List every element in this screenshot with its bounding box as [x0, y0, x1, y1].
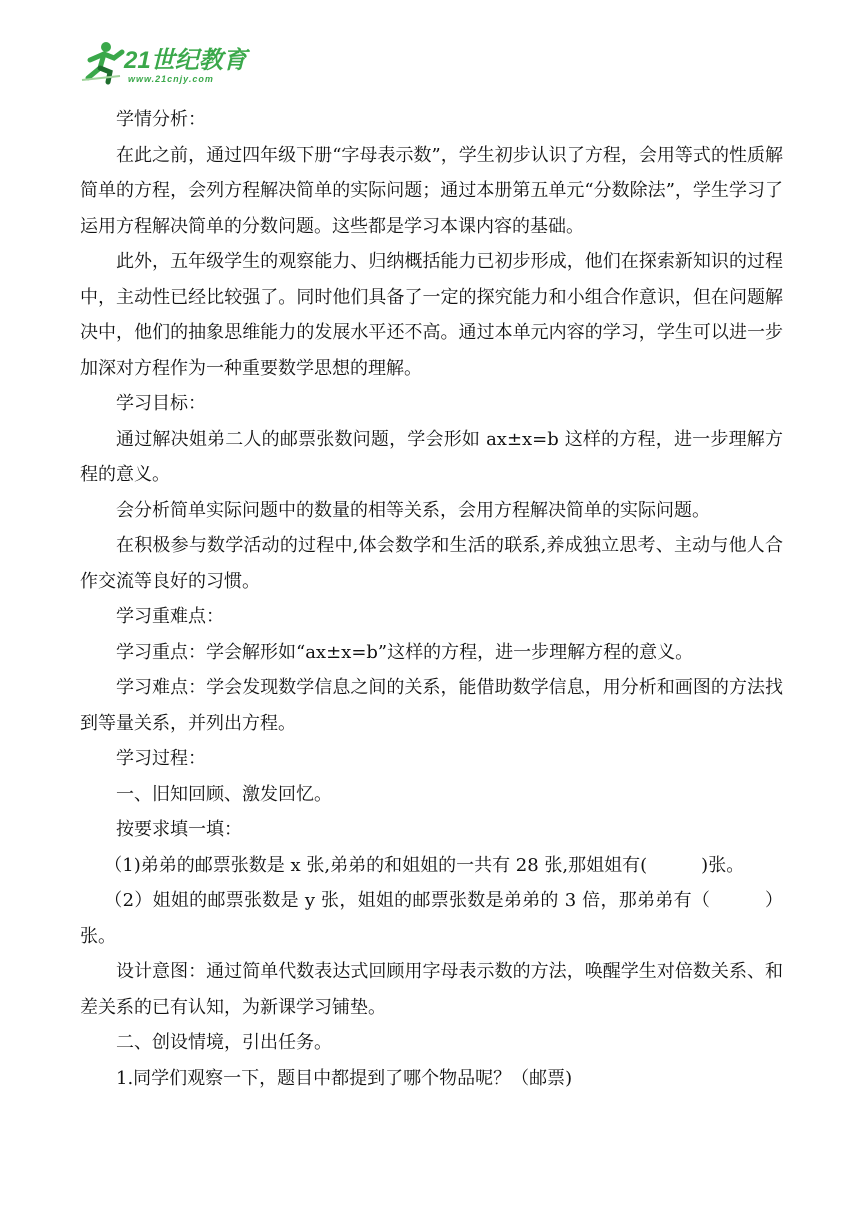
document-body [80, 102, 783, 1096]
goal-2: 会分析简单实际问题中的数量的相等关系，会用方程解决简单的实际问题。 [116, 499, 710, 521]
key-point: 学习重点：学会解形如“ax±x=b”这样的方程，进一步理解方程的意义。 [116, 641, 694, 663]
exercise-1: （1)弟弟的邮票张数是 x 张,弟弟的和姐姐的一共有 28 张,那姐姐有( )张。 [104, 854, 745, 876]
heading-learning-goals: 学习目标： [116, 393, 206, 414]
heading-learning-analysis: 学情分析： [116, 109, 206, 130]
paragraph-prior-knowledge: 在此之前，通过四年级下册“字母表示数”，学生初步认识了方程，会用等式的性质解简单的方程，会列方程解决简单的实际问题；通过本册第五单元“分数除法”，学生学习了运用方程解决简单的分数问题。这些都是学习本课内容的基础。 [80, 144, 783, 237]
paragraph-student-ability: 此外，五年级学生的观察能力、归纳概括能力已初步形成，他们在探索新知识的过程中，主动性已经比较强了。同时他们具备了一定的探究能力和小组合作意识，但在问题解决中，他们的抽象思维能力的发展水平还不高。通过本单元内容的学习，学生可以进一步加深对方程作为一种重要数学思想的理解。 [80, 251, 783, 379]
logo-sub-text: www.21cnjy.com [128, 74, 214, 84]
heading-learning-process: 学习过程： [116, 748, 206, 769]
runner-icon [80, 38, 260, 86]
design-intent: 设计意图：通过简单代数表达式回顾用字母表示数的方法，唤醒学生对倍数关系、和差关系的已有认知，为新课学习铺垫。 [80, 961, 783, 1018]
logo-main-text: 21世纪教育 [124, 47, 247, 74]
exercise-2: （2）姐姐的邮票张数是 y 张，姐姐的邮票张数是弟弟的 3 倍，那弟弟有（ ）张。 [80, 890, 783, 947]
goal-1: 通过解决姐弟二人的邮票张数问题，学会形如 ax±x=b 这样的方程，进一步理解方程的意义。 [80, 428, 783, 485]
question-1: 1.同学们观察一下，题目中都提到了哪个物品呢？（邮票) [116, 1067, 573, 1089]
goal-3: 在积极参与数学活动的过程中,体会数学和生活的联系,养成独立思考、主动与他人合作交流等良好的习惯。 [80, 535, 783, 592]
heading-key-points: 学习重难点： [116, 606, 224, 627]
difficult-point: 学习难点：学会发现数学信息之间的关系，能借助数学信息，用分析和画图的方法找到等量关系，并列出方程。 [80, 677, 783, 734]
section-scenario: 二、创设情境，引出任务。 [116, 1032, 332, 1053]
instruction-fill-in: 按要求填一填： [116, 819, 242, 840]
site-logo [80, 38, 260, 86]
section-review: 一、旧知回顾、激发回忆。 [116, 783, 332, 805]
